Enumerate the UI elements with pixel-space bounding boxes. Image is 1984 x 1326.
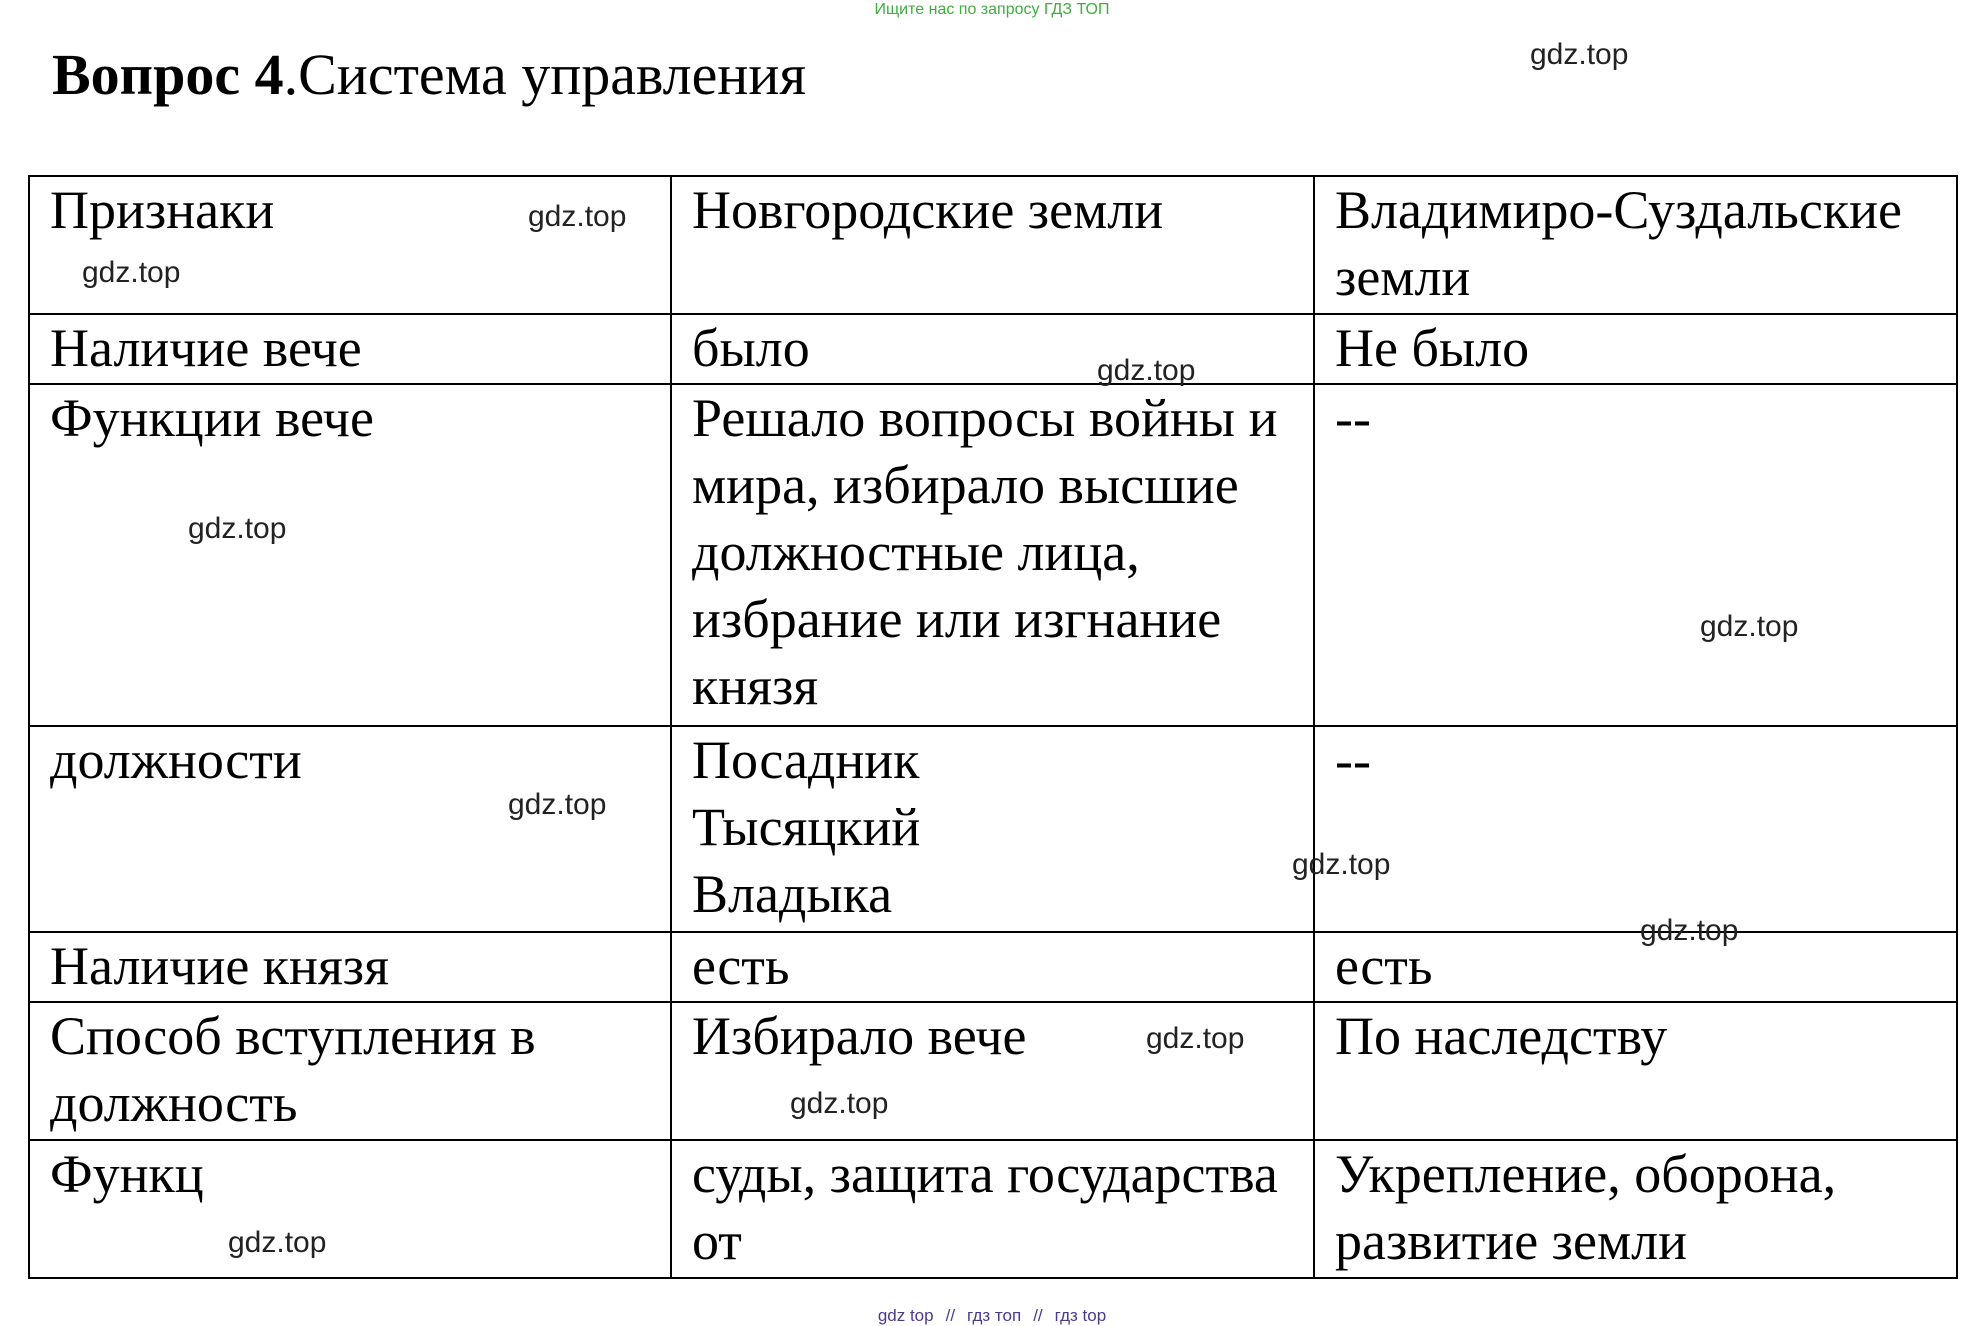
table-cell: суды, защита государства от bbox=[671, 1140, 1314, 1278]
table-cell: Функц bbox=[29, 1140, 671, 1278]
table-cell: Новгородские земли bbox=[671, 176, 1314, 314]
watermark: gdz.top bbox=[1640, 914, 1739, 947]
footer-link[interactable]: gdz top bbox=[877, 1306, 934, 1325]
table-cell: есть bbox=[1314, 932, 1957, 1002]
title-question-number: Вопрос 4 bbox=[52, 42, 284, 107]
title-text: .Система управления bbox=[283, 42, 807, 107]
footer-separator: // bbox=[1033, 1306, 1043, 1325]
table-cell: -- bbox=[1314, 726, 1957, 932]
footer-link[interactable]: гдз топ bbox=[967, 1306, 1022, 1325]
table-cell: Способ вступления в должность bbox=[29, 1002, 671, 1140]
watermark: gdz.top bbox=[1530, 38, 1629, 71]
table-cell: Укрепление, оборона, развитие земли bbox=[1314, 1140, 1957, 1278]
watermark: gdz.top bbox=[1292, 848, 1391, 881]
table-row bbox=[29, 176, 1957, 314]
table-cell: Функции вече bbox=[29, 384, 671, 726]
table-cell: Владимиро-Суздальские земли bbox=[1314, 176, 1957, 314]
table-cell: Не было bbox=[1314, 314, 1957, 384]
table-cell: должности bbox=[29, 726, 671, 932]
footer-link[interactable]: гдз top bbox=[1054, 1306, 1107, 1325]
table-cell: Избирало вече bbox=[671, 1002, 1314, 1140]
watermark: gdz.top bbox=[1097, 354, 1196, 387]
footer-separator: // bbox=[945, 1306, 956, 1325]
watermark: gdz.top bbox=[508, 788, 607, 821]
watermark: gdz.top bbox=[188, 512, 287, 545]
table-cell: есть bbox=[671, 932, 1314, 1002]
table-cell: Наличие князя bbox=[29, 932, 671, 1002]
table-cell: По наследству bbox=[1314, 1002, 1957, 1140]
watermark: gdz.top bbox=[82, 256, 181, 289]
table-cell: -- bbox=[1314, 384, 1957, 726]
watermark: gdz.top bbox=[528, 200, 627, 233]
watermark: gdz.top bbox=[1700, 610, 1799, 643]
top-note: Ищите нас по запросу ГДЗ ТОП bbox=[874, 1, 1110, 18]
table-cell: Признаки bbox=[29, 176, 671, 314]
comparison-table bbox=[28, 175, 1958, 1279]
table-cell: было bbox=[671, 314, 1314, 384]
watermark: gdz.top bbox=[228, 1226, 327, 1259]
table-cell: Наличие вече bbox=[29, 314, 671, 384]
page-title bbox=[52, 42, 806, 108]
table-row bbox=[29, 314, 1957, 384]
table-cell: Посадник Тысяцкий Владыка bbox=[671, 726, 1314, 932]
watermark: gdz.top bbox=[790, 1087, 889, 1120]
table-row bbox=[29, 1002, 1957, 1140]
table-row bbox=[29, 726, 1957, 932]
footer-links bbox=[0, 1306, 1984, 1326]
watermark: gdz.top bbox=[1146, 1022, 1245, 1055]
table-cell: Решало вопросы войны и мира, избирало высшие должностные лица, избрание или изгнание князя bbox=[671, 384, 1314, 726]
table-row bbox=[29, 384, 1957, 726]
